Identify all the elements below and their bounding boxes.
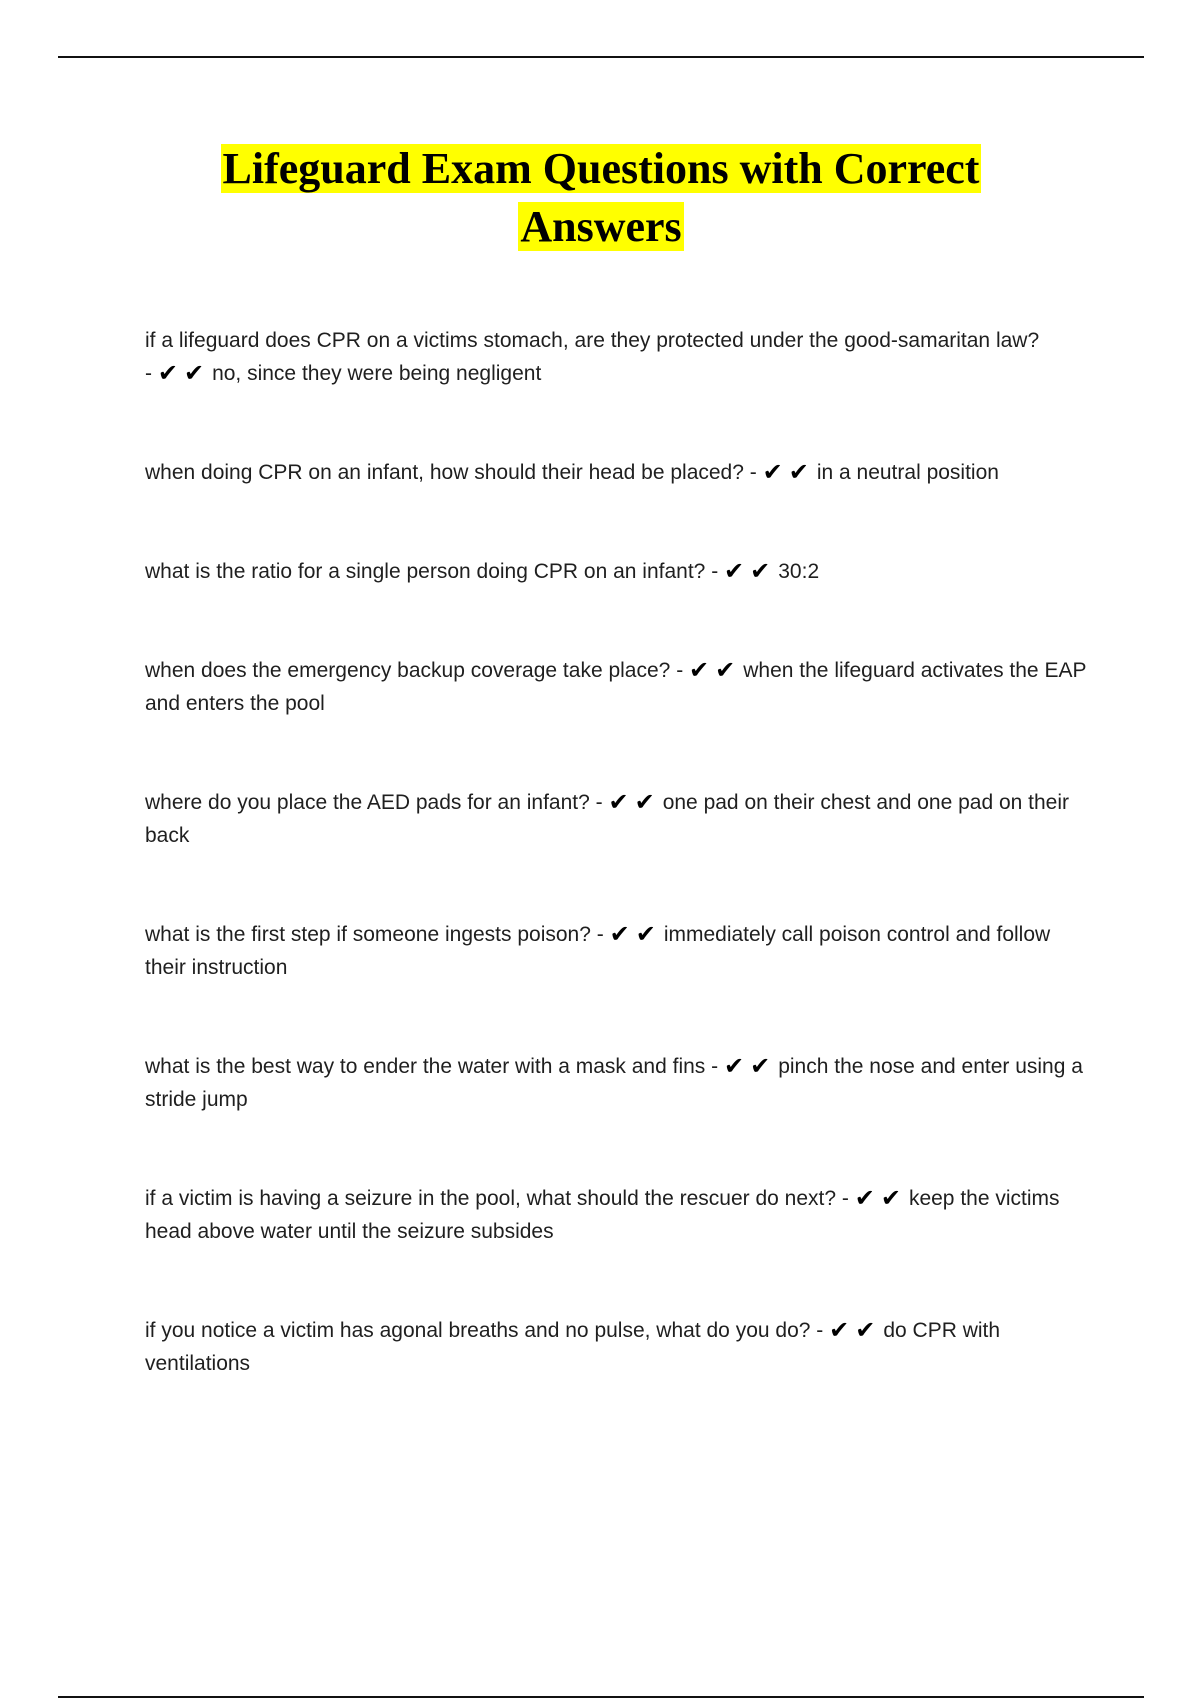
question-text: when doing CPR on an infant, how should their head be placed? (145, 461, 744, 484)
check-icon: ✔ (762, 458, 783, 486)
question-text: what is the ratio for a single person doing CPR on an infant? (145, 560, 706, 583)
qa-item-3 (145, 555, 1095, 588)
answer-text: pinch the nose and enter using a stride jump (145, 1055, 1083, 1111)
check-icon: ✔ (157, 359, 178, 387)
check-icon: ✔ (724, 557, 745, 585)
question-text: where do you place the AED pads for an infant? (145, 791, 590, 814)
check-icon: ✔ (723, 1052, 745, 1080)
check-icon: ✔ (750, 557, 771, 585)
answer-text: in a neutral position (816, 461, 999, 484)
document-title (58, 140, 1144, 256)
separator: - (711, 560, 719, 583)
double-check-icon (854, 1184, 907, 1212)
qa-item-9 (145, 1314, 1095, 1380)
bottom-rule (58, 1696, 1144, 1698)
answer-text: keep the victims head above water until the seizure subsides (145, 1187, 1060, 1243)
qa-item-6 (145, 918, 1095, 984)
question-text: if a lifeguard does CPR on a victims stomach, are they protected under the good-samaritan law? (145, 329, 1040, 352)
check-icon: ✔ (829, 1316, 850, 1344)
separator: - (816, 1319, 824, 1342)
double-check-icon (723, 1052, 776, 1080)
qa-list (145, 324, 1095, 1446)
answer-text: when the lifeguard activates the EAP and enters the pool (145, 659, 1087, 715)
check-icon: ✔ (855, 1316, 876, 1344)
double-check-icon (157, 359, 210, 387)
check-icon: ✔ (880, 1184, 901, 1212)
qa-item-8 (145, 1182, 1095, 1248)
qa-item-7 (145, 1050, 1095, 1116)
top-rule (58, 56, 1144, 58)
separator: - (749, 461, 757, 484)
check-icon: ✔ (635, 920, 656, 948)
separator: - (841, 1187, 849, 1210)
title-line-1: Lifeguard Exam Questions with Correct (222, 144, 980, 193)
question-text: what is the first step if someone ingests poison? (145, 923, 591, 946)
separator: - (676, 659, 684, 682)
question-text: if you notice a victim has agonal breaths and no pulse, what do you do? (145, 1319, 811, 1342)
question-text: what is the best way to ender the water with a mask and fins (145, 1055, 706, 1078)
double-check-icon (762, 458, 815, 486)
title-line-2: Answers (520, 202, 682, 251)
answer-text: 30:2 (778, 560, 820, 583)
check-icon: ✔ (609, 920, 630, 948)
double-check-icon (829, 1316, 881, 1344)
separator: - (595, 791, 603, 814)
separator: - (596, 923, 604, 946)
answer-text: one pad on their chest and one pad on their back (145, 791, 1070, 847)
double-check-icon (609, 920, 662, 948)
check-icon: ✔ (715, 656, 736, 684)
qa-item-1 (145, 324, 1095, 390)
check-icon: ✔ (689, 656, 710, 684)
double-check-icon (608, 788, 660, 816)
check-icon: ✔ (183, 359, 205, 387)
check-icon: ✔ (788, 458, 809, 486)
qa-item-5 (145, 786, 1095, 852)
check-icon: ✔ (608, 788, 629, 816)
qa-item-2 (145, 456, 1095, 489)
answer-text: immediately call poison control and follow their instruction (145, 923, 1051, 979)
answer-text: do CPR with ventilations (145, 1319, 1001, 1375)
check-icon: ✔ (750, 1052, 771, 1080)
qa-item-4 (145, 654, 1095, 720)
answer-text: no, since they were being negligent (212, 362, 542, 385)
separator: - (145, 362, 152, 385)
question-text: when does the emergency backup coverage take place? (145, 659, 671, 682)
double-check-icon (724, 557, 776, 585)
question-text: if a victim is having a seizure in the pool, what should the rescuer do next? (145, 1187, 837, 1210)
check-icon: ✔ (634, 788, 655, 816)
separator: - (711, 1055, 719, 1078)
double-check-icon (689, 656, 741, 684)
check-icon: ✔ (854, 1184, 875, 1212)
